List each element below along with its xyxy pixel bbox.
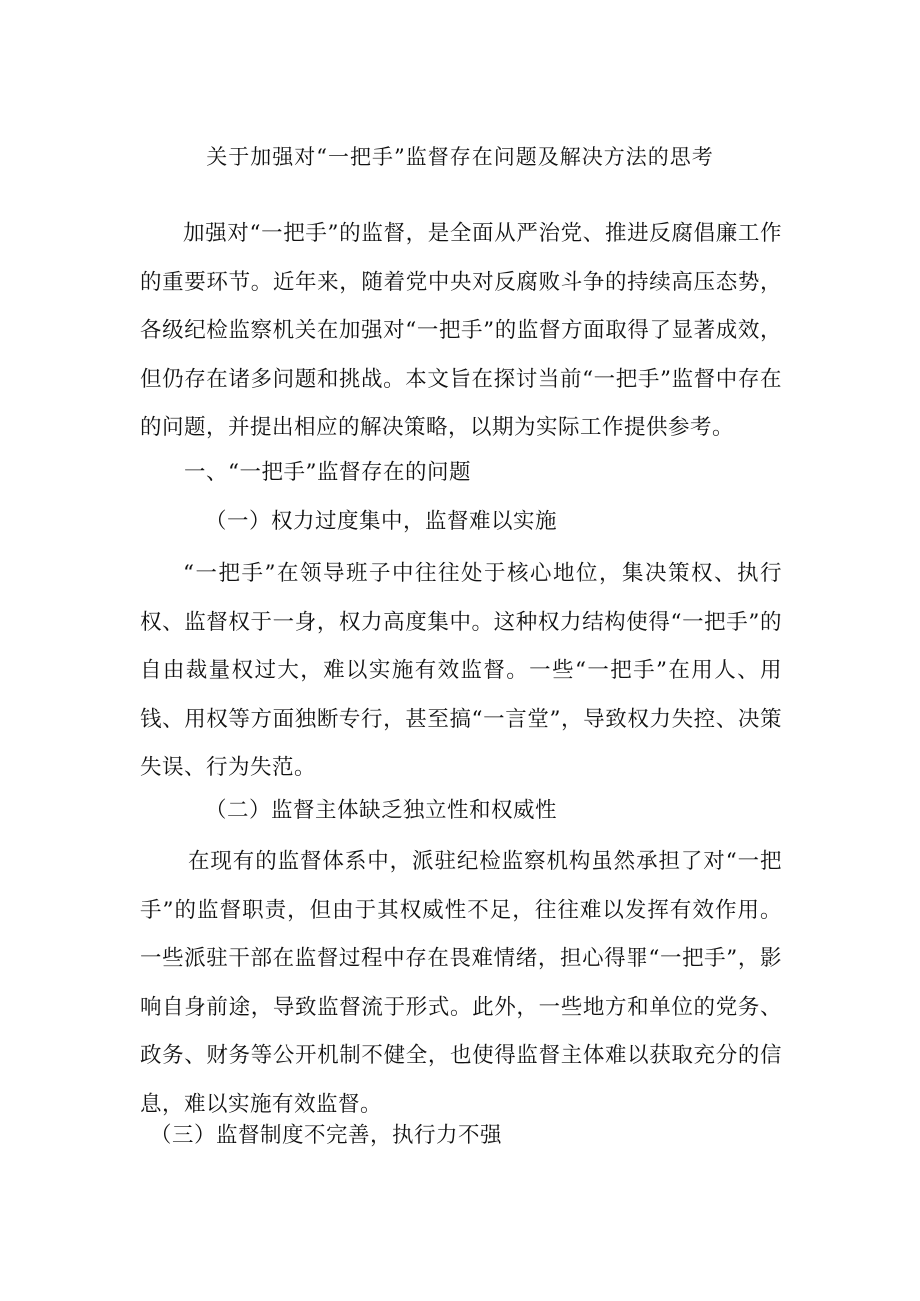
section-heading-problems: 一、“一把手”监督存在的问题 bbox=[184, 460, 471, 485]
subsection-paragraph-power-concentration: “一把手”在领导班子中往往处于核心地位，集决策权、执行权、监督权于一身，权力高度集中。这种权力结构使得“一把手”的自由裁量权过大，难以实施有效监督。一些“一把手”在用人、用钱、用权等方面独断专行，甚至搞“一言堂”，导致权力失控、决策失误、行为失范。 bbox=[140, 561, 782, 780]
subsection-heading-power-concentration: （一）权力过度集中，监督难以实施 bbox=[205, 509, 558, 534]
subsection-heading-supervisor-independence: （二）监督主体缺乏独立性和权威性 bbox=[205, 798, 558, 823]
subsection-paragraph-supervisor-independence: 在现有的监督体系中，派驻纪检监察机构虽然承担了对“一把手”的监督职责，但由于其权威性不足，往往难以发挥有效作用。一些派驻干部在监督过程中存在畏难情绪，担心得罪“一把手”，影响自身前途，导致监督流于形式。此外，一些地方和单位的党务、政务、财务等公开机制不健全，也使得监督主体难以获取充分的信息，难以实施有效监督。 bbox=[140, 849, 782, 1117]
document-title: 关于加强对“一把手”监督存在问题及解决方法的思考 bbox=[206, 145, 714, 169]
intro-paragraph: 加强对“一把手”的监督，是全面从严治党、推进反腐倡廉工作的重要环节。近年来，随着党中央对反腐败斗争的持续高压态势，各级纪检监察机关在加强对“一把手”的监督方面取得了显著成效，但仍存在诸多问题和挑战。本文旨在探讨当前“一把手”监督中存在的问题，并提出相应的解决策略，以期为实际工作提供参考。 bbox=[140, 221, 782, 440]
subsection-heading-system-imperfect: （三）监督制度不完善，执行力不强 bbox=[150, 1123, 503, 1148]
